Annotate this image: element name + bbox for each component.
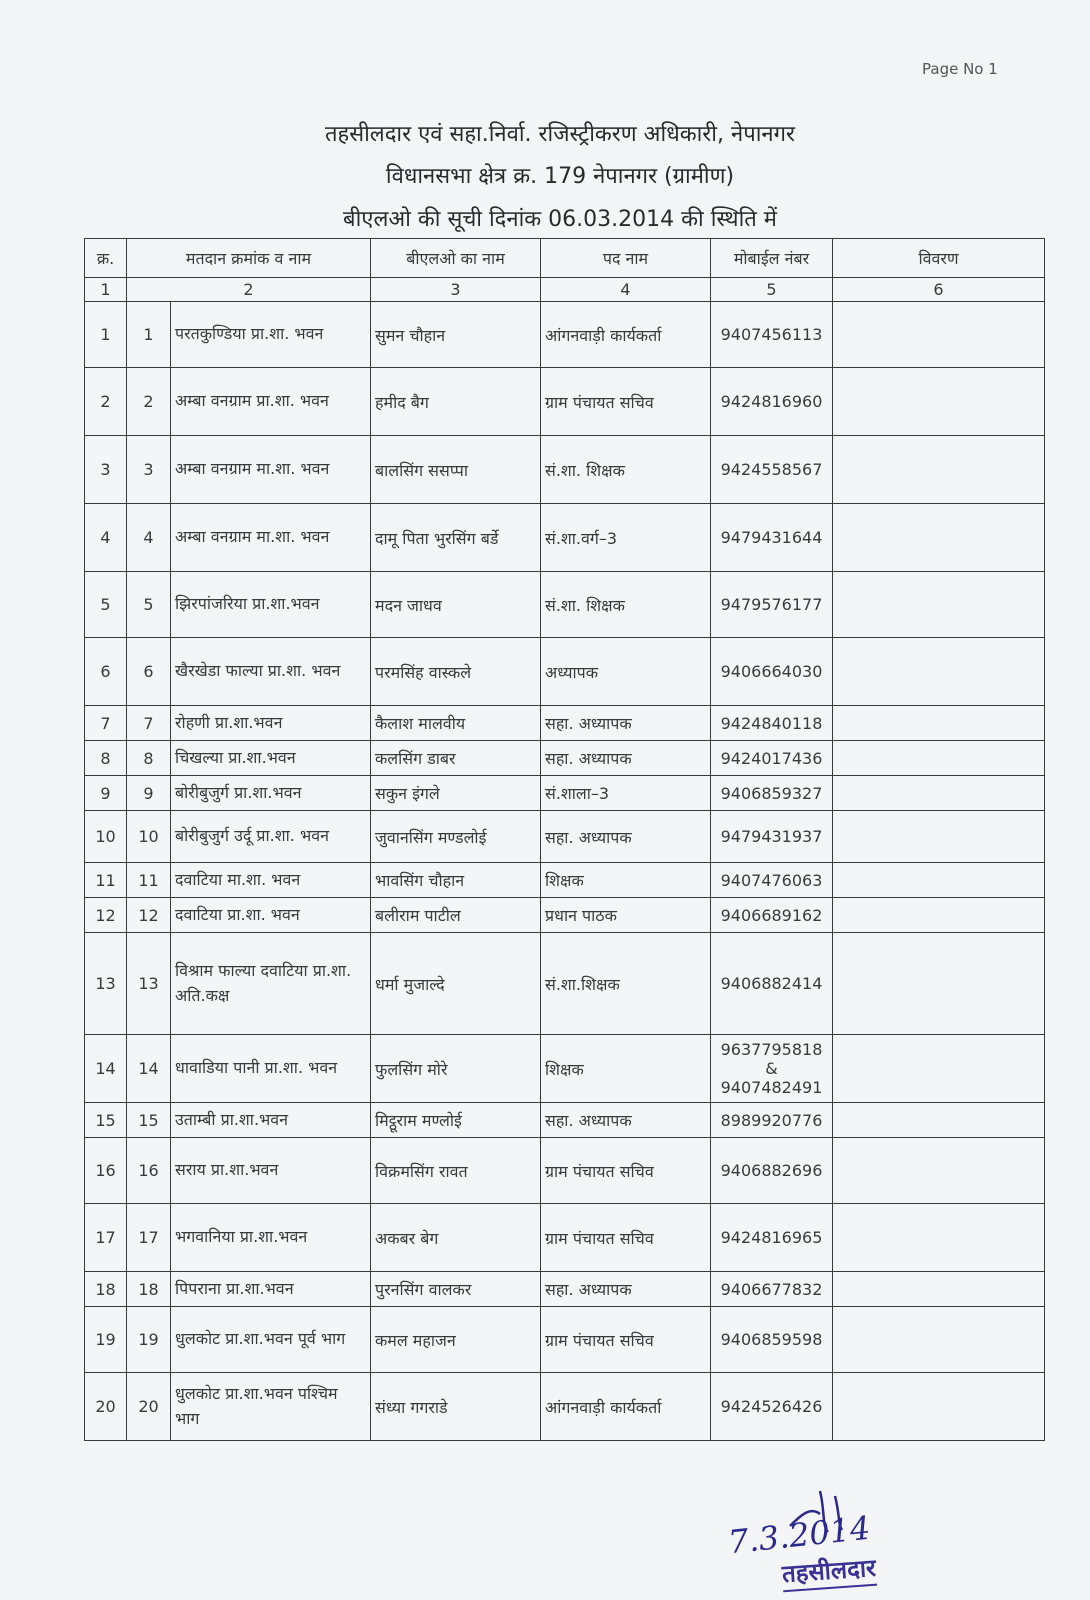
row-blo-name: कमल महाजन bbox=[371, 1307, 541, 1373]
row-booth-name: विश्राम फाल्या दवाटिया प्रा.शा. अति.कक्ष bbox=[171, 933, 371, 1035]
header-title-line-1: तहसीलदार एवं सहा.निर्वा. रजिस्ट्रीकरण अधिकारी, नेपानगर bbox=[324, 122, 795, 147]
row-remarks bbox=[833, 368, 1045, 436]
header-remarks: विवरण bbox=[833, 239, 1045, 278]
row-designation: सं.शा. शिक्षक bbox=[541, 572, 711, 638]
row-blo-name: दामू पिता भुरसिंग बर्डे bbox=[371, 504, 541, 572]
row-remarks bbox=[833, 933, 1045, 1035]
row-blo-name: मिट्ठूराम मण्लोई bbox=[371, 1103, 541, 1138]
row-remarks bbox=[833, 638, 1045, 706]
table-row bbox=[85, 302, 1045, 368]
row-mobile: 9424017436 bbox=[711, 741, 833, 776]
row-remarks bbox=[833, 572, 1045, 638]
row-designation: सहा. अध्यापक bbox=[541, 1272, 711, 1307]
table-row bbox=[85, 933, 1045, 1035]
row-blo-name: कैलाश मालवीय bbox=[371, 706, 541, 741]
page-number: Page No 1 bbox=[922, 60, 998, 78]
row-booth-name: धुलकोट प्रा.शा.भवन पूर्व भाग bbox=[171, 1307, 371, 1373]
header-mobile: मोबाईल नंबर bbox=[711, 239, 833, 278]
row-remarks bbox=[833, 1204, 1045, 1272]
row-booth-name: उताम्बी प्रा.शा.भवन bbox=[171, 1103, 371, 1138]
row-serial-number: 8 bbox=[85, 741, 127, 776]
row-booth-name: अम्बा वनग्राम मा.शा. भवन bbox=[171, 436, 371, 504]
table-row bbox=[85, 706, 1045, 741]
row-designation: सहा. अध्यापक bbox=[541, 1103, 711, 1138]
row-blo-name: धर्मा मुजाल्दे bbox=[371, 933, 541, 1035]
row-serial-number: 10 bbox=[85, 811, 127, 863]
table-body bbox=[85, 302, 1045, 1441]
row-serial-number: 11 bbox=[85, 863, 127, 898]
row-designation: शिक्षक bbox=[541, 1035, 711, 1103]
row-serial-number: 17 bbox=[85, 1204, 127, 1272]
header-title-line-3: बीएलओ की सूची दिनांक 06.03.2014 की स्थिति में bbox=[343, 207, 777, 232]
row-booth-name: अम्बा वनग्राम प्रा.शा. भवन bbox=[171, 368, 371, 436]
row-mobile bbox=[711, 1035, 833, 1103]
row-serial-number: 12 bbox=[85, 898, 127, 933]
blo-list-table bbox=[84, 238, 1045, 1441]
row-remarks bbox=[833, 706, 1045, 741]
row-remarks bbox=[833, 1138, 1045, 1204]
row-mobile: 9479431644 bbox=[711, 504, 833, 572]
table-row bbox=[85, 1373, 1045, 1441]
row-remarks bbox=[833, 504, 1045, 572]
row-booth-number: 5 bbox=[127, 572, 171, 638]
row-blo-name: सुमन चौहान bbox=[371, 302, 541, 368]
row-remarks bbox=[833, 776, 1045, 811]
row-booth-name: परतकुण्डिया प्रा.शा. भवन bbox=[171, 302, 371, 368]
row-serial-number: 16 bbox=[85, 1138, 127, 1204]
row-remarks bbox=[833, 1035, 1045, 1103]
row-designation: ग्राम पंचायत सचिव bbox=[541, 1307, 711, 1373]
row-remarks bbox=[833, 1103, 1045, 1138]
row-booth-number: 18 bbox=[127, 1272, 171, 1307]
row-booth-number: 16 bbox=[127, 1138, 171, 1204]
table-row bbox=[85, 1138, 1045, 1204]
row-designation: सं.शा.शिक्षक bbox=[541, 933, 711, 1035]
column-number: 1 bbox=[85, 278, 127, 302]
signature-block bbox=[720, 1488, 980, 1598]
mobile-number: 9407482491 bbox=[720, 1078, 823, 1097]
row-designation: सं.शा. शिक्षक bbox=[541, 436, 711, 504]
row-booth-number: 12 bbox=[127, 898, 171, 933]
row-booth-number: 14 bbox=[127, 1035, 171, 1103]
table-row bbox=[85, 638, 1045, 706]
row-designation: सहा. अध्यापक bbox=[541, 706, 711, 741]
table-row bbox=[85, 1204, 1045, 1272]
row-blo-name: अकबर बेग bbox=[371, 1204, 541, 1272]
row-designation: ग्राम पंचायत सचिव bbox=[541, 1204, 711, 1272]
header-blo-name: बीएलओ का नाम bbox=[371, 239, 541, 278]
row-booth-number: 17 bbox=[127, 1204, 171, 1272]
row-mobile: 9407456113 bbox=[711, 302, 833, 368]
header-sn: क्र. bbox=[85, 239, 127, 278]
row-booth-name: सराय प्रा.शा.भवन bbox=[171, 1138, 371, 1204]
row-remarks bbox=[833, 811, 1045, 863]
row-serial-number: 1 bbox=[85, 302, 127, 368]
table-row bbox=[85, 436, 1045, 504]
row-designation: अध्यापक bbox=[541, 638, 711, 706]
table-row bbox=[85, 368, 1045, 436]
row-booth-number: 8 bbox=[127, 741, 171, 776]
row-designation: सं.शाला–3 bbox=[541, 776, 711, 811]
table-row bbox=[85, 1272, 1045, 1307]
row-booth-number: 19 bbox=[127, 1307, 171, 1373]
table-row bbox=[85, 1035, 1045, 1103]
row-blo-name: बलीराम पाटील bbox=[371, 898, 541, 933]
row-serial-number: 4 bbox=[85, 504, 127, 572]
row-remarks bbox=[833, 436, 1045, 504]
signature-date: 7.3.2014 bbox=[726, 1508, 873, 1562]
row-booth-name: खैरखेडा फाल्या प्रा.शा. भवन bbox=[171, 638, 371, 706]
row-blo-name: मदन जाधव bbox=[371, 572, 541, 638]
row-booth-name: अम्बा वनग्राम मा.शा. भवन bbox=[171, 504, 371, 572]
row-blo-name: भावसिंग चौहान bbox=[371, 863, 541, 898]
row-serial-number: 5 bbox=[85, 572, 127, 638]
row-serial-number: 18 bbox=[85, 1272, 127, 1307]
row-serial-number: 15 bbox=[85, 1103, 127, 1138]
row-mobile: 9407476063 bbox=[711, 863, 833, 898]
row-mobile: 9406859598 bbox=[711, 1307, 833, 1373]
row-blo-name: विक्रमसिंग रावत bbox=[371, 1138, 541, 1204]
mobile-number: 9637795818 bbox=[720, 1040, 823, 1059]
row-serial-number: 13 bbox=[85, 933, 127, 1035]
table-row bbox=[85, 504, 1045, 572]
row-remarks bbox=[833, 302, 1045, 368]
row-mobile: 9406664030 bbox=[711, 638, 833, 706]
row-booth-number: 7 bbox=[127, 706, 171, 741]
row-mobile: 9479576177 bbox=[711, 572, 833, 638]
row-booth-name: चिखल्या प्रा.शा.भवन bbox=[171, 741, 371, 776]
row-mobile: 9424816960 bbox=[711, 368, 833, 436]
row-designation: शिक्षक bbox=[541, 863, 711, 898]
row-mobile: 8989920776 bbox=[711, 1103, 833, 1138]
column-number-row bbox=[85, 278, 1045, 302]
row-remarks bbox=[833, 1307, 1045, 1373]
header-booth: मतदान क्रमांक व नाम bbox=[127, 239, 371, 278]
row-designation: ग्राम पंचायत सचिव bbox=[541, 1138, 711, 1204]
table-row bbox=[85, 776, 1045, 811]
row-booth-number: 11 bbox=[127, 863, 171, 898]
row-serial-number: 6 bbox=[85, 638, 127, 706]
row-designation: आंगनवाड़ी कार्यकर्ता bbox=[541, 302, 711, 368]
row-serial-number: 2 bbox=[85, 368, 127, 436]
row-designation: सहा. अध्यापक bbox=[541, 811, 711, 863]
row-mobile: 9424840118 bbox=[711, 706, 833, 741]
row-remarks bbox=[833, 1272, 1045, 1307]
row-booth-name: पिपराना प्रा.शा.भवन bbox=[171, 1272, 371, 1307]
row-mobile: 9424558567 bbox=[711, 436, 833, 504]
row-designation: सहा. अध्यापक bbox=[541, 741, 711, 776]
row-remarks bbox=[833, 741, 1045, 776]
row-blo-name: पुरनसिंग वालकर bbox=[371, 1272, 541, 1307]
column-number: 3 bbox=[371, 278, 541, 302]
row-booth-number: 1 bbox=[127, 302, 171, 368]
row-booth-number: 13 bbox=[127, 933, 171, 1035]
row-blo-name: संध्या गगराडे bbox=[371, 1373, 541, 1441]
row-booth-number: 2 bbox=[127, 368, 171, 436]
row-booth-number: 4 bbox=[127, 504, 171, 572]
row-serial-number: 7 bbox=[85, 706, 127, 741]
row-designation: प्रधान पाठक bbox=[541, 898, 711, 933]
table-header-row bbox=[85, 239, 1045, 278]
header-designation: पद नाम bbox=[541, 239, 711, 278]
row-booth-number: 10 bbox=[127, 811, 171, 863]
row-booth-name: दवाटिया प्रा.शा. भवन bbox=[171, 898, 371, 933]
row-serial-number: 19 bbox=[85, 1307, 127, 1373]
row-booth-name: बोरीबुजुर्ग प्रा.शा.भवन bbox=[171, 776, 371, 811]
row-serial-number: 3 bbox=[85, 436, 127, 504]
row-booth-name: धावाडिया पानी प्रा.शा. भवन bbox=[171, 1035, 371, 1103]
row-blo-name: सकुन इंगले bbox=[371, 776, 541, 811]
column-number: 2 bbox=[127, 278, 371, 302]
row-mobile: 9406677832 bbox=[711, 1272, 833, 1307]
table-row bbox=[85, 572, 1045, 638]
row-booth-name: दवाटिया मा.शा. भवन bbox=[171, 863, 371, 898]
column-number: 5 bbox=[711, 278, 833, 302]
row-booth-number: 15 bbox=[127, 1103, 171, 1138]
row-blo-name: फुलसिंग मोरे bbox=[371, 1035, 541, 1103]
row-serial-number: 14 bbox=[85, 1035, 127, 1103]
row-designation: ग्राम पंचायत सचिव bbox=[541, 368, 711, 436]
row-booth-number: 6 bbox=[127, 638, 171, 706]
row-booth-number: 20 bbox=[127, 1373, 171, 1441]
row-mobile: 9406689162 bbox=[711, 898, 833, 933]
table-row bbox=[85, 811, 1045, 863]
row-booth-name: भगवानिया प्रा.शा.भवन bbox=[171, 1204, 371, 1272]
row-mobile: 9406882696 bbox=[711, 1138, 833, 1204]
row-booth-name: झिरपांजरिया प्रा.शा.भवन bbox=[171, 572, 371, 638]
row-blo-name: कलसिंग डाबर bbox=[371, 741, 541, 776]
row-blo-name: हमीद बैग bbox=[371, 368, 541, 436]
row-booth-number: 9 bbox=[127, 776, 171, 811]
row-blo-name: जुवानसिंग मण्डलोई bbox=[371, 811, 541, 863]
row-remarks bbox=[833, 863, 1045, 898]
row-serial-number: 9 bbox=[85, 776, 127, 811]
column-number: 4 bbox=[541, 278, 711, 302]
row-booth-name: बोरीबुजुर्ग उर्दू प्रा.शा. भवन bbox=[171, 811, 371, 863]
row-serial-number: 20 bbox=[85, 1373, 127, 1441]
row-remarks bbox=[833, 898, 1045, 933]
row-remarks bbox=[833, 1373, 1045, 1441]
row-mobile: 9406882414 bbox=[711, 933, 833, 1035]
table-row bbox=[85, 741, 1045, 776]
row-mobile: 9424816965 bbox=[711, 1204, 833, 1272]
row-mobile: 9406859327 bbox=[711, 776, 833, 811]
table-row bbox=[85, 863, 1045, 898]
column-number: 6 bbox=[833, 278, 1045, 302]
row-booth-number: 3 bbox=[127, 436, 171, 504]
row-blo-name: परमसिंह वास्कले bbox=[371, 638, 541, 706]
tehsildar-stamp: तहसीलदार bbox=[781, 1551, 877, 1592]
row-mobile: 9424526426 bbox=[711, 1373, 833, 1441]
header-title-line-2: विधानसभा क्षेत्र क्र. 179 नेपानगर (ग्रामीण) bbox=[385, 164, 735, 189]
table-row bbox=[85, 1103, 1045, 1138]
table-row bbox=[85, 1307, 1045, 1373]
row-booth-name: धुलकोट प्रा.शा.भवन पश्चिम भाग bbox=[171, 1373, 371, 1441]
row-designation: सं.शा.वर्ग–3 bbox=[541, 504, 711, 572]
mobile-separator: & bbox=[765, 1059, 778, 1078]
row-mobile: 9479431937 bbox=[711, 811, 833, 863]
row-booth-name: रोहणी प्रा.शा.भवन bbox=[171, 706, 371, 741]
row-designation: आंगनवाड़ी कार्यकर्ता bbox=[541, 1373, 711, 1441]
row-blo-name: बालसिंग ससप्पा bbox=[371, 436, 541, 504]
table-row bbox=[85, 898, 1045, 933]
